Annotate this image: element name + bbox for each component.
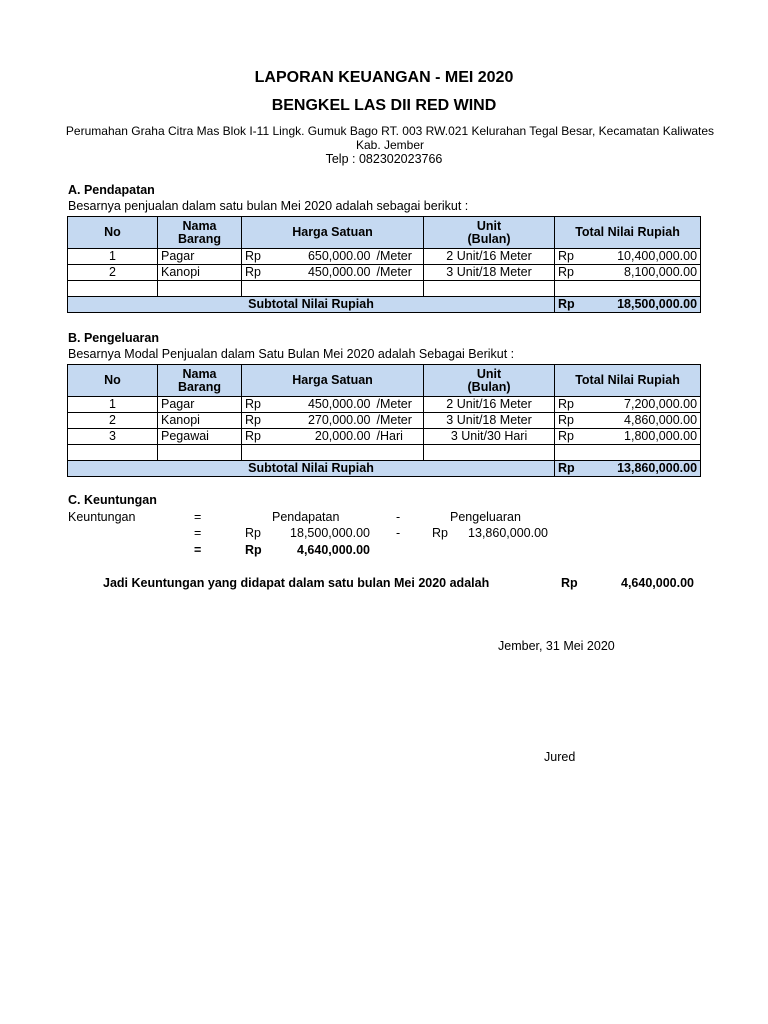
rp-label: Rp: [245, 543, 262, 557]
table-row: [68, 429, 701, 445]
pendapatan-word: Pendapatan: [272, 510, 340, 524]
col-header-no: No: [68, 365, 158, 397]
row-total: 1,800,000.00: [579, 429, 701, 445]
col-header-harga: Harga Satuan: [242, 365, 424, 397]
section-keuntungan-heading: C. Keuntungan: [68, 493, 157, 507]
row-total: 8,100,000.00: [579, 265, 701, 281]
signer-name: Jured: [544, 750, 576, 764]
row-unit: 2 Unit/16 Meter: [424, 397, 555, 413]
report-title: LAPORAN KEUANGAN - MEI 2020: [254, 69, 514, 86]
row-harga: 270,000.00: [270, 413, 374, 429]
row-nama: Kanopi: [158, 265, 242, 281]
subtotal-rp: Rp: [555, 297, 579, 313]
keuntungan-label: Keuntungan: [68, 510, 136, 524]
table-row-empty: [68, 445, 701, 461]
rp-label: Rp: [245, 526, 261, 540]
row-harga-rp: Rp: [242, 265, 270, 281]
row-harga-per: /Meter: [374, 397, 424, 413]
row-no: 2: [68, 413, 158, 429]
row-harga-per: /Hari: [374, 429, 424, 445]
subtotal-value: 18,500,000.00: [579, 297, 701, 313]
row-total-rp: Rp: [555, 249, 579, 265]
row-unit: 2 Unit/16 Meter: [424, 249, 555, 265]
pendapatan-value: 18,500,000.00: [290, 526, 370, 540]
row-harga-rp: Rp: [242, 429, 270, 445]
row-unit: 3 Unit/30 Hari: [424, 429, 555, 445]
equals-sign: =: [194, 543, 202, 557]
row-nama: Kanopi: [158, 413, 242, 429]
row-no: 1: [68, 249, 158, 265]
minus-sign: -: [396, 510, 401, 524]
row-harga: 450,000.00: [270, 397, 374, 413]
row-harga: 20,000.00: [270, 429, 374, 445]
conclusion-text: Jadi Keuntungan yang didapat dalam satu bulan Mei 2020 adalah: [103, 576, 490, 590]
section-pengeluaran-heading: B. Pengeluaran: [68, 331, 159, 345]
row-harga-per: /Meter: [374, 249, 424, 265]
row-nama: Pagar: [158, 249, 242, 265]
row-total-rp: Rp: [555, 397, 579, 413]
conclusion-rp: Rp: [561, 576, 578, 590]
conclusion-value: 4,640,000.00: [621, 576, 694, 590]
row-total: 7,200,000.00: [579, 397, 701, 413]
row-no: 2: [68, 265, 158, 281]
pengeluaran-value: 13,860,000.00: [468, 526, 548, 540]
table-row-empty: [68, 281, 701, 297]
row-total: 4,860,000.00: [579, 413, 701, 429]
row-harga-rp: Rp: [242, 413, 270, 429]
row-harga-rp: Rp: [242, 249, 270, 265]
subtotal-value: 13,860,000.00: [579, 461, 701, 477]
row-unit: 3 Unit/18 Meter: [424, 413, 555, 429]
subtotal-label: Subtotal Nilai Rupiah: [68, 461, 555, 477]
col-header-total: Total Nilai Rupiah: [555, 365, 701, 397]
section-pengeluaran-intro: Besarnya Modal Penjualan dalam Satu Bulan Mei 2020 adalah Sebagai Berikut :: [68, 347, 515, 361]
subtotal-row: [68, 297, 701, 313]
section-pendapatan-intro: Besarnya penjualan dalam satu bulan Mei 2020 adalah sebagai berikut :: [68, 199, 469, 213]
col-header-no: No: [68, 217, 158, 249]
business-phone: Telp : 082302023766: [325, 152, 443, 166]
row-harga: 650,000.00: [270, 249, 374, 265]
col-header-nama: Nama Barang: [158, 365, 242, 397]
row-harga-per: /Meter: [374, 265, 424, 281]
row-total-rp: Rp: [555, 429, 579, 445]
row-total-rp: Rp: [555, 265, 579, 281]
equals-sign: =: [194, 510, 202, 524]
col-header-harga: Harga Satuan: [242, 217, 424, 249]
row-total-rp: Rp: [555, 413, 579, 429]
col-header-nama: Nama Barang: [158, 217, 242, 249]
rp-label: Rp: [432, 526, 448, 540]
section-pendapatan-heading: A. Pendapatan: [68, 183, 155, 197]
subtotal-label: Subtotal Nilai Rupiah: [68, 297, 555, 313]
equals-sign: =: [194, 526, 202, 540]
row-unit: 3 Unit/18 Meter: [424, 265, 555, 281]
subtotal-rp: Rp: [555, 461, 579, 477]
row-harga-rp: Rp: [242, 397, 270, 413]
business-address: Perumahan Graha Citra Mas Blok I-11 Lingk. Gumuk Bago RT. 003 RW.021 Kelurahan Tegal Besar, Kecamatan Kaliwates Kab. Jember: [65, 124, 715, 152]
col-header-total: Total Nilai Rupiah: [555, 217, 701, 249]
table-row: [68, 249, 701, 265]
row-nama: Pegawai: [158, 429, 242, 445]
table-row: [68, 397, 701, 413]
row-no: 3: [68, 429, 158, 445]
pendapatan-table: [67, 216, 701, 313]
col-header-unit: Unit (Bulan): [424, 217, 555, 249]
row-harga: 450,000.00: [270, 265, 374, 281]
row-no: 1: [68, 397, 158, 413]
minus-sign: -: [396, 526, 401, 540]
pengeluaran-word: Pengeluaran: [450, 510, 521, 524]
col-header-unit: Unit (Bulan): [424, 365, 555, 397]
business-name: BENGKEL LAS DII RED WIND: [271, 97, 497, 114]
table-row: [68, 265, 701, 281]
keuntungan-result: 4,640,000.00: [297, 543, 370, 557]
row-nama: Pagar: [158, 397, 242, 413]
place-date: Jember, 31 Mei 2020: [498, 639, 615, 653]
row-total: 10,400,000.00: [579, 249, 701, 265]
table-row: [68, 413, 701, 429]
row-harga-per: /Meter: [374, 413, 424, 429]
subtotal-row: [68, 461, 701, 477]
pengeluaran-table: [67, 364, 701, 477]
